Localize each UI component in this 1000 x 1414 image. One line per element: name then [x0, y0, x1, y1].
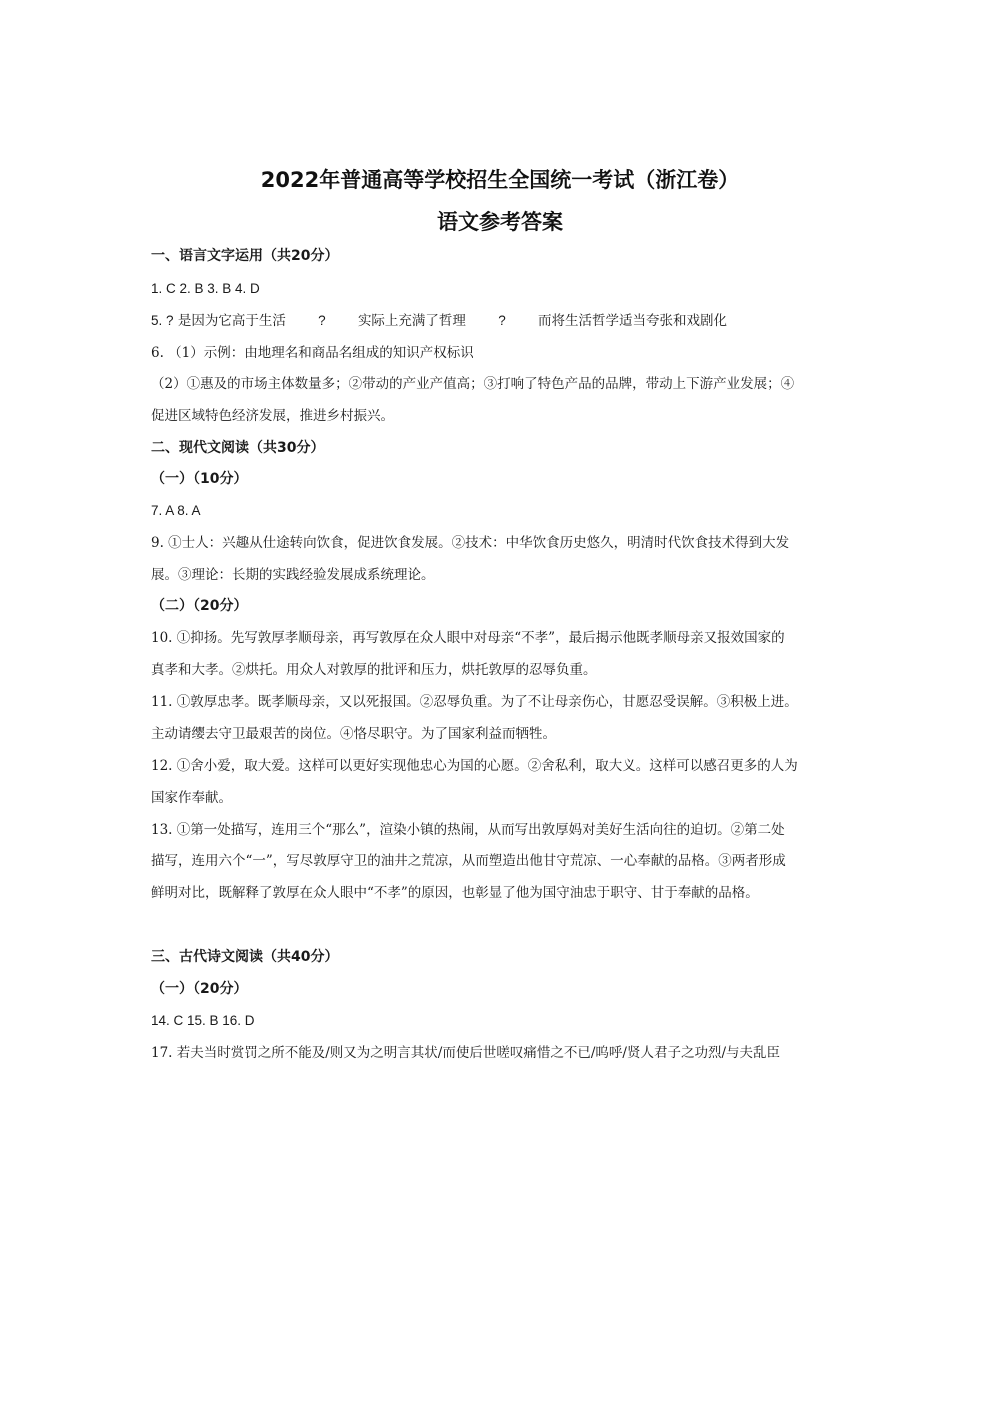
- question-10-line-1: 10. ①抑扬。先写敦厚孝顺母亲，再写敦厚在众人眼中对母亲“不孝”，最后揭示他既孝顺母亲又报效国家的: [151, 630, 785, 646]
- question-6-part-2-line-1: （2）①惠及的市场主体数量多；②带动的产业产值高；③打响了特色产品的品牌，带动上下游产业发展；④: [151, 376, 795, 392]
- question-13-line-2: 描写，连用六个“一”，写尽敦厚守卫的油井之荒凉，从而塑造出他甘守荒凉、一心奉献的品格。③两者形成: [151, 853, 786, 869]
- section-2-part-2-heading: （二）（20分）: [151, 598, 248, 614]
- question-6-part-2-line-2: 促进区域特色经济发展，推进乡村振兴。: [151, 408, 394, 424]
- question-13-line-1: 13. ①第一处描写，连用三个“那么”，渲染小镇的热闹，从而写出敦厚妈对美好生活向往的迫切。②第二处: [151, 822, 785, 838]
- q5-part-c: 而将生活哲学适当夸张和戏剧化: [538, 313, 728, 329]
- question-5-answer: [151, 311, 841, 331]
- section-2-heading: 二、现代文阅读（共30分）: [151, 440, 325, 456]
- document-subtitle: 语文参考答案: [437, 210, 563, 234]
- q5-prefix: 5. ?: [151, 313, 174, 328]
- question-17-line-1: 17. 若夫当时赏罚之所不能及/则又为之明言其状/而使后世嗟叹痛惜之不已/呜呼/贤人君子之功烈/与夫乱臣: [151, 1045, 781, 1061]
- question-10-line-2: 真孝和大孝。②烘托。用众人对敦厚的批评和压力，烘托敦厚的忍辱负重。: [151, 662, 597, 678]
- question-12-line-1: 12. ①舍小爱，取大爱。这样可以更好实现他忠心为国的心愿。②舍私利，取大义。这样可以感召更多的人为: [151, 758, 798, 774]
- question-6-part-1: 6. （1）示例：由地理名和商品名组成的知识产权标识: [151, 345, 474, 361]
- question-11-line-1: 11. ①敦厚忠孝。既孝顺母亲，又以死报国。②忍辱负重。为了不让母亲伤心，甘愿忍受误解。③积极上进。: [151, 694, 798, 710]
- section-3-heading: 三、古代诗文阅读（共40分）: [151, 949, 339, 965]
- document-title: 2022年普通高等学校招生全国统一考试（浙江卷）: [260, 168, 740, 192]
- question-9-line-1: 9. ①士人：兴趣从仕途转向饮食，促进饮食发展。②技术：中华饮食历史悠久，明清时代饮食技术得到大发: [151, 535, 790, 551]
- section-2-part-1-heading: （一）（10分）: [151, 471, 248, 487]
- q5-part-b: 实际上充满了哲理: [357, 313, 466, 329]
- q5-mark-2: ?: [318, 313, 326, 328]
- answers-14-16: 14. C 15. B 16. D: [151, 1013, 255, 1028]
- section-1-heading: 一、语言文字运用（共20分）: [151, 248, 339, 264]
- q5-mark-3: ?: [498, 313, 506, 328]
- question-12-line-2: 国家作奉献。: [151, 790, 232, 806]
- q5-part-a: 是因为它高于生活: [177, 313, 286, 329]
- question-13-line-3: 鲜明对比，既解释了敦厚在众人眼中“不孝”的原因，也彰显了他为国守油忠于职守、甘于奉献的品格。: [151, 885, 759, 901]
- question-9-line-2: 展。③理论：长期的实践经验发展成系统理论。: [151, 567, 435, 583]
- answers-7-8: 7. A 8. A: [151, 503, 201, 518]
- question-11-line-2: 主动请缨去守卫最艰苦的岗位。④恪尽职守。为了国家利益而牺牲。: [151, 726, 556, 742]
- answers-1-4: 1. C 2. B 3. B 4. D: [151, 281, 260, 296]
- section-3-part-1-heading: （一）（20分）: [151, 981, 248, 997]
